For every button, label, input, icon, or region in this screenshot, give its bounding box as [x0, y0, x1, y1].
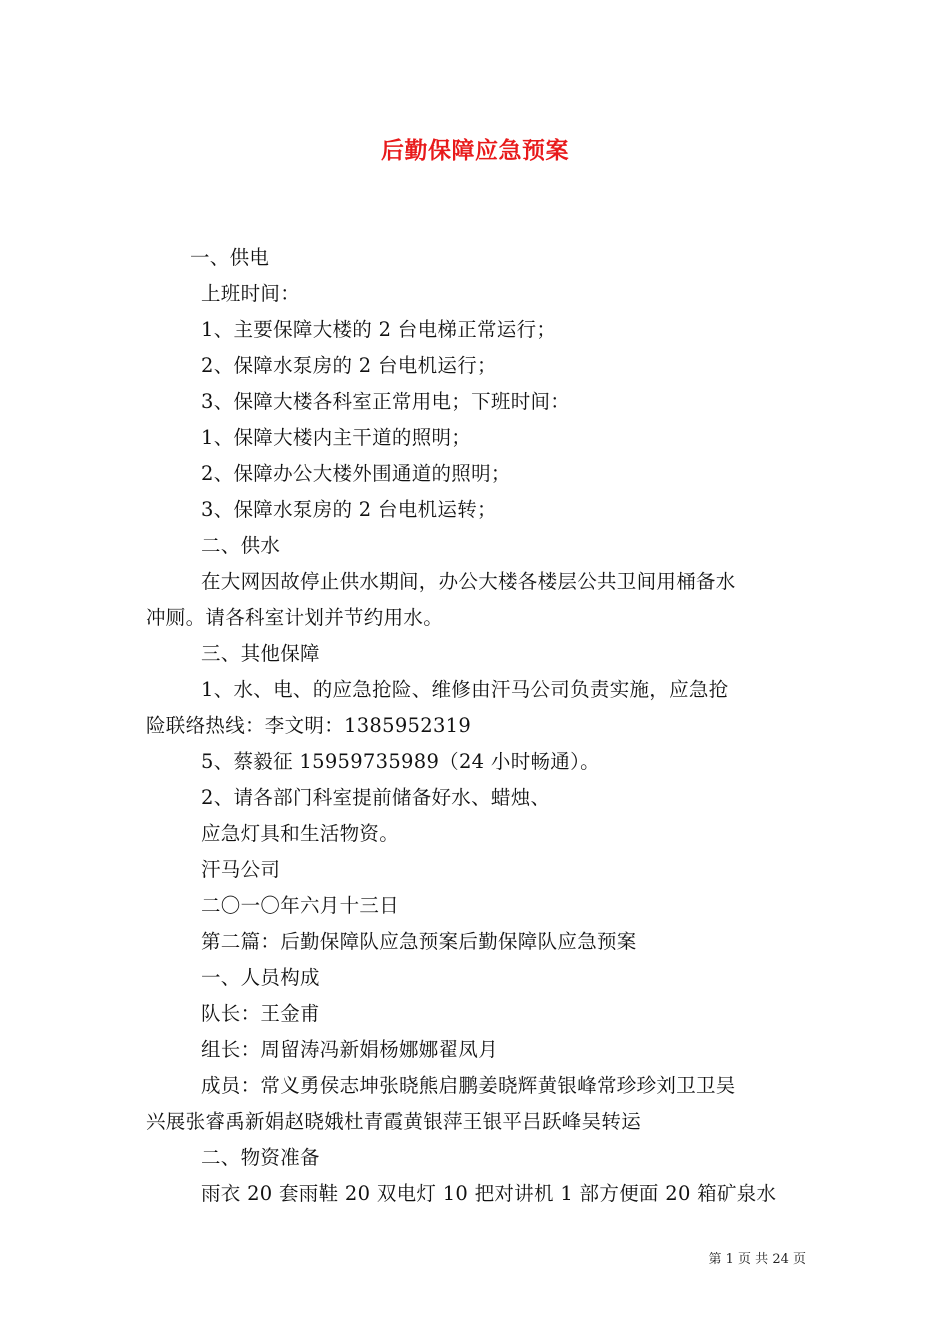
paragraph-line: 第二篇：后勤保障队应急预案后勤保障队应急预案	[201, 930, 637, 953]
paragraph-line: 兴展张睿禹新娟赵晓娥杜青霞黄银萍王银平吕跃峰吴转运	[146, 1110, 642, 1133]
paragraph-line: 2、请各部门科室提前储备好水、蜡烛、	[201, 786, 551, 809]
paragraph-line: 在大网因故停止供水期间，办公大楼各楼层公共卫间用桶备水	[201, 570, 736, 593]
paragraph-line: 队长：王金甫	[201, 1002, 320, 1025]
paragraph-line: 组长：周留涛冯新娟杨娜娜翟凤月	[201, 1038, 499, 1061]
paragraph-line: 成员：常义勇侯志坤张晓熊启鹏姜晓辉黄银峰常珍珍刘卫卫吴	[201, 1074, 736, 1097]
paragraph-line: 3、保障水泵房的 2 台电机运转；	[201, 498, 497, 521]
paragraph-line: 1、主要保障大楼的 2 台电梯正常运行；	[201, 318, 557, 341]
paragraph-line: 一、人员构成	[201, 966, 320, 989]
paragraph-line: 2、保障水泵房的 2 台电机运行；	[201, 354, 497, 377]
paragraph-line: 二、物资准备	[201, 1146, 320, 1169]
paragraph-line: 险联络热线：李文明：1385952319	[146, 714, 472, 737]
page-footer: 第 1 页 共 24 页	[708, 1252, 806, 1267]
paragraph-line: 一、供电	[190, 246, 270, 269]
paragraph-line: 1、水、电、的应急抢险、维修由汗马公司负责实施，应急抢	[201, 678, 729, 701]
paragraph-line: 冲厕。请各科室计划并节约用水。	[146, 606, 444, 629]
paragraph-line: 二〇一〇年六月十三日	[201, 894, 400, 917]
paragraph-line: 上班时间：	[201, 282, 301, 305]
paragraph-line: 2、保障办公大楼外围通道的照明；	[201, 462, 511, 485]
document-title: 后勤保障应急预案	[381, 137, 569, 164]
paragraph-line: 3、保障大楼各科室正常用电；下班时间：	[201, 390, 571, 413]
paragraph-line: 雨衣 20 套雨鞋 20 双电灯 10 把对讲机 1 部方便面 20 箱矿泉水	[201, 1182, 777, 1205]
paragraph-line: 5、蔡毅征 15959735989（24 小时畅通）。	[201, 750, 600, 773]
paragraph-line: 三、其他保障	[201, 642, 320, 665]
paragraph-line: 应急灯具和生活物资。	[201, 822, 400, 845]
document-body	[146, 240, 808, 1212]
paragraph-line: 汗马公司	[201, 858, 281, 881]
paragraph-line: 二、供水	[201, 534, 281, 557]
paragraph-line: 1、保障大楼内主干道的照明；	[201, 426, 472, 449]
